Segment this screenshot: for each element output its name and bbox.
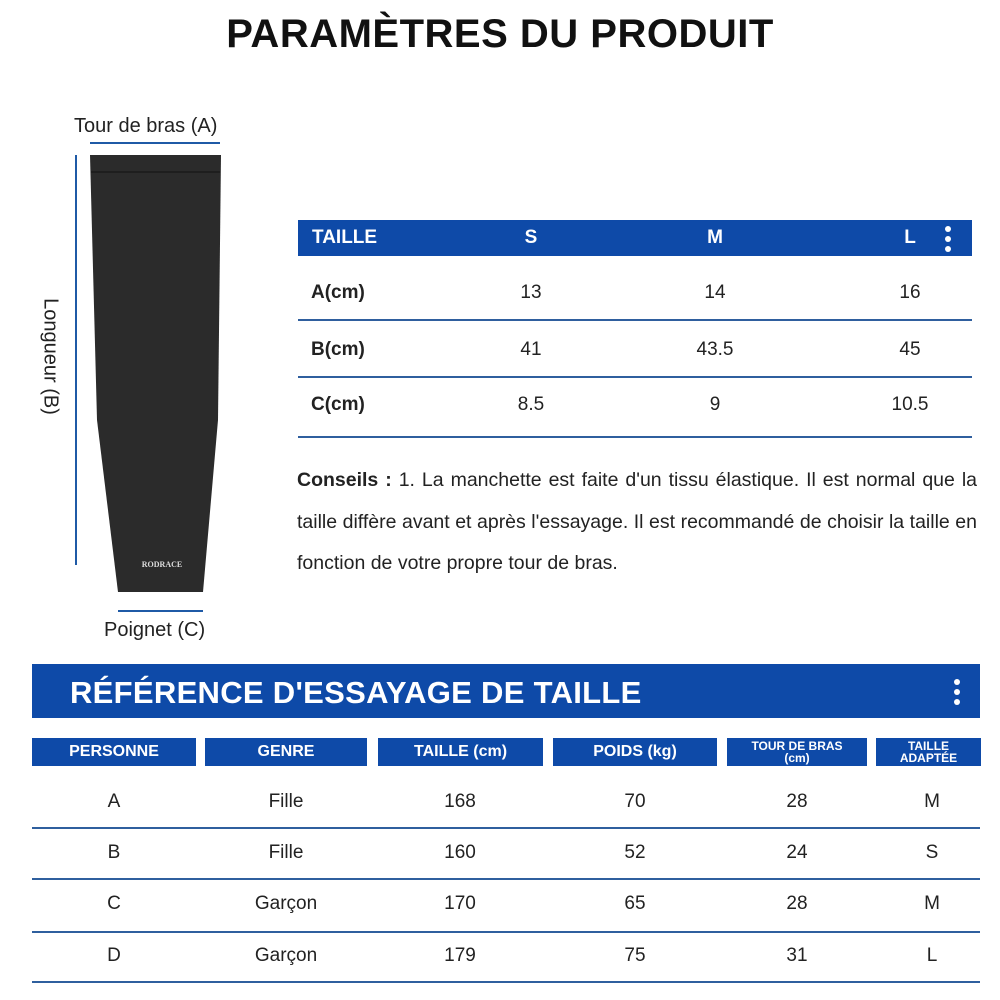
row-label-c: C(cm)	[311, 394, 365, 415]
fit-cell: D	[107, 945, 121, 966]
tips-text	[297, 460, 977, 585]
fit-cell: Garçon	[254, 893, 318, 914]
page-title: PARAMÈTRES DU PRODUIT	[226, 12, 774, 56]
header-weight: POIDS (kg)	[553, 738, 717, 766]
header-gender: GENRE	[205, 738, 367, 766]
more-icon	[945, 226, 951, 256]
fit-cell: 24	[786, 842, 808, 863]
header-l: L	[904, 227, 916, 248]
cell: 8.5	[517, 394, 545, 415]
fit-cell: 168	[444, 791, 476, 812]
header-s: S	[524, 227, 538, 248]
cell: 16	[899, 282, 921, 303]
fit-cell: 70	[624, 791, 646, 812]
header-arm: TOUR DE BRAS (cm)	[727, 738, 867, 766]
cell: 10.5	[891, 394, 929, 415]
fit-cell: 179	[444, 945, 476, 966]
wrist-label: Poignet (C)	[104, 619, 206, 641]
fit-reference-title: RÉFÉRENCE D'ESSAYAGE DE TAILLE	[32, 664, 980, 718]
row-divider	[32, 827, 980, 829]
fit-cell: Fille	[268, 791, 304, 812]
tips-body: 1. La manchette est faite d'un tissu élastique. Il est normal que la taille diffère avant et après l'essayage. Il est recommandé de choisir la taille en fonction de votre propre tour de bras.	[297, 469, 978, 574]
row-label-a: A(cm)	[311, 282, 365, 303]
header-size: TAILLE	[312, 227, 378, 248]
row-divider	[298, 436, 972, 438]
cell: 43.5	[696, 339, 734, 360]
fit-cell: S	[925, 842, 939, 863]
tips-label: Conseils :	[297, 469, 392, 491]
cell: 13	[520, 282, 542, 303]
row-divider	[32, 981, 980, 983]
row-divider	[298, 376, 972, 378]
fit-cell: 31	[786, 945, 808, 966]
wrist-dimension-line	[118, 610, 203, 612]
header-person: PERSONNE	[32, 738, 196, 766]
row-label-b: B(cm)	[311, 339, 365, 360]
header-fitted-size: TAILLE ADAPTÉE	[876, 738, 981, 766]
fit-cell: M	[924, 893, 940, 914]
arm-circumference-label: Tour de bras (A)	[74, 115, 218, 137]
row-divider	[32, 931, 980, 933]
cell: 14	[704, 282, 726, 303]
fit-cell: A	[107, 791, 121, 812]
cell: 45	[899, 339, 921, 360]
brand-logo: RODRACE	[141, 560, 183, 569]
fit-cell: 65	[624, 893, 646, 914]
fit-cell: C	[107, 893, 121, 914]
length-label: Longueur (B)	[39, 298, 62, 415]
fit-cell: 160	[444, 842, 476, 863]
cell: 9	[709, 394, 721, 415]
fit-cell: M	[924, 791, 940, 812]
fit-cell: 28	[786, 893, 808, 914]
fit-cell: L	[926, 945, 938, 966]
more-icon	[954, 679, 960, 709]
row-divider	[298, 319, 972, 321]
fit-cell: 28	[786, 791, 808, 812]
fit-cell: 52	[624, 842, 646, 863]
fit-cell: Fille	[268, 842, 304, 863]
header-m: M	[707, 227, 723, 248]
sleeve-image	[0, 0, 260, 600]
fit-cell: B	[107, 842, 121, 863]
fit-cell: 170	[444, 893, 476, 914]
fit-cell: Garçon	[254, 945, 318, 966]
cell: 41	[520, 339, 542, 360]
fit-cell: 75	[624, 945, 646, 966]
header-height: TAILLE (cm)	[378, 738, 543, 766]
row-divider	[32, 878, 980, 880]
